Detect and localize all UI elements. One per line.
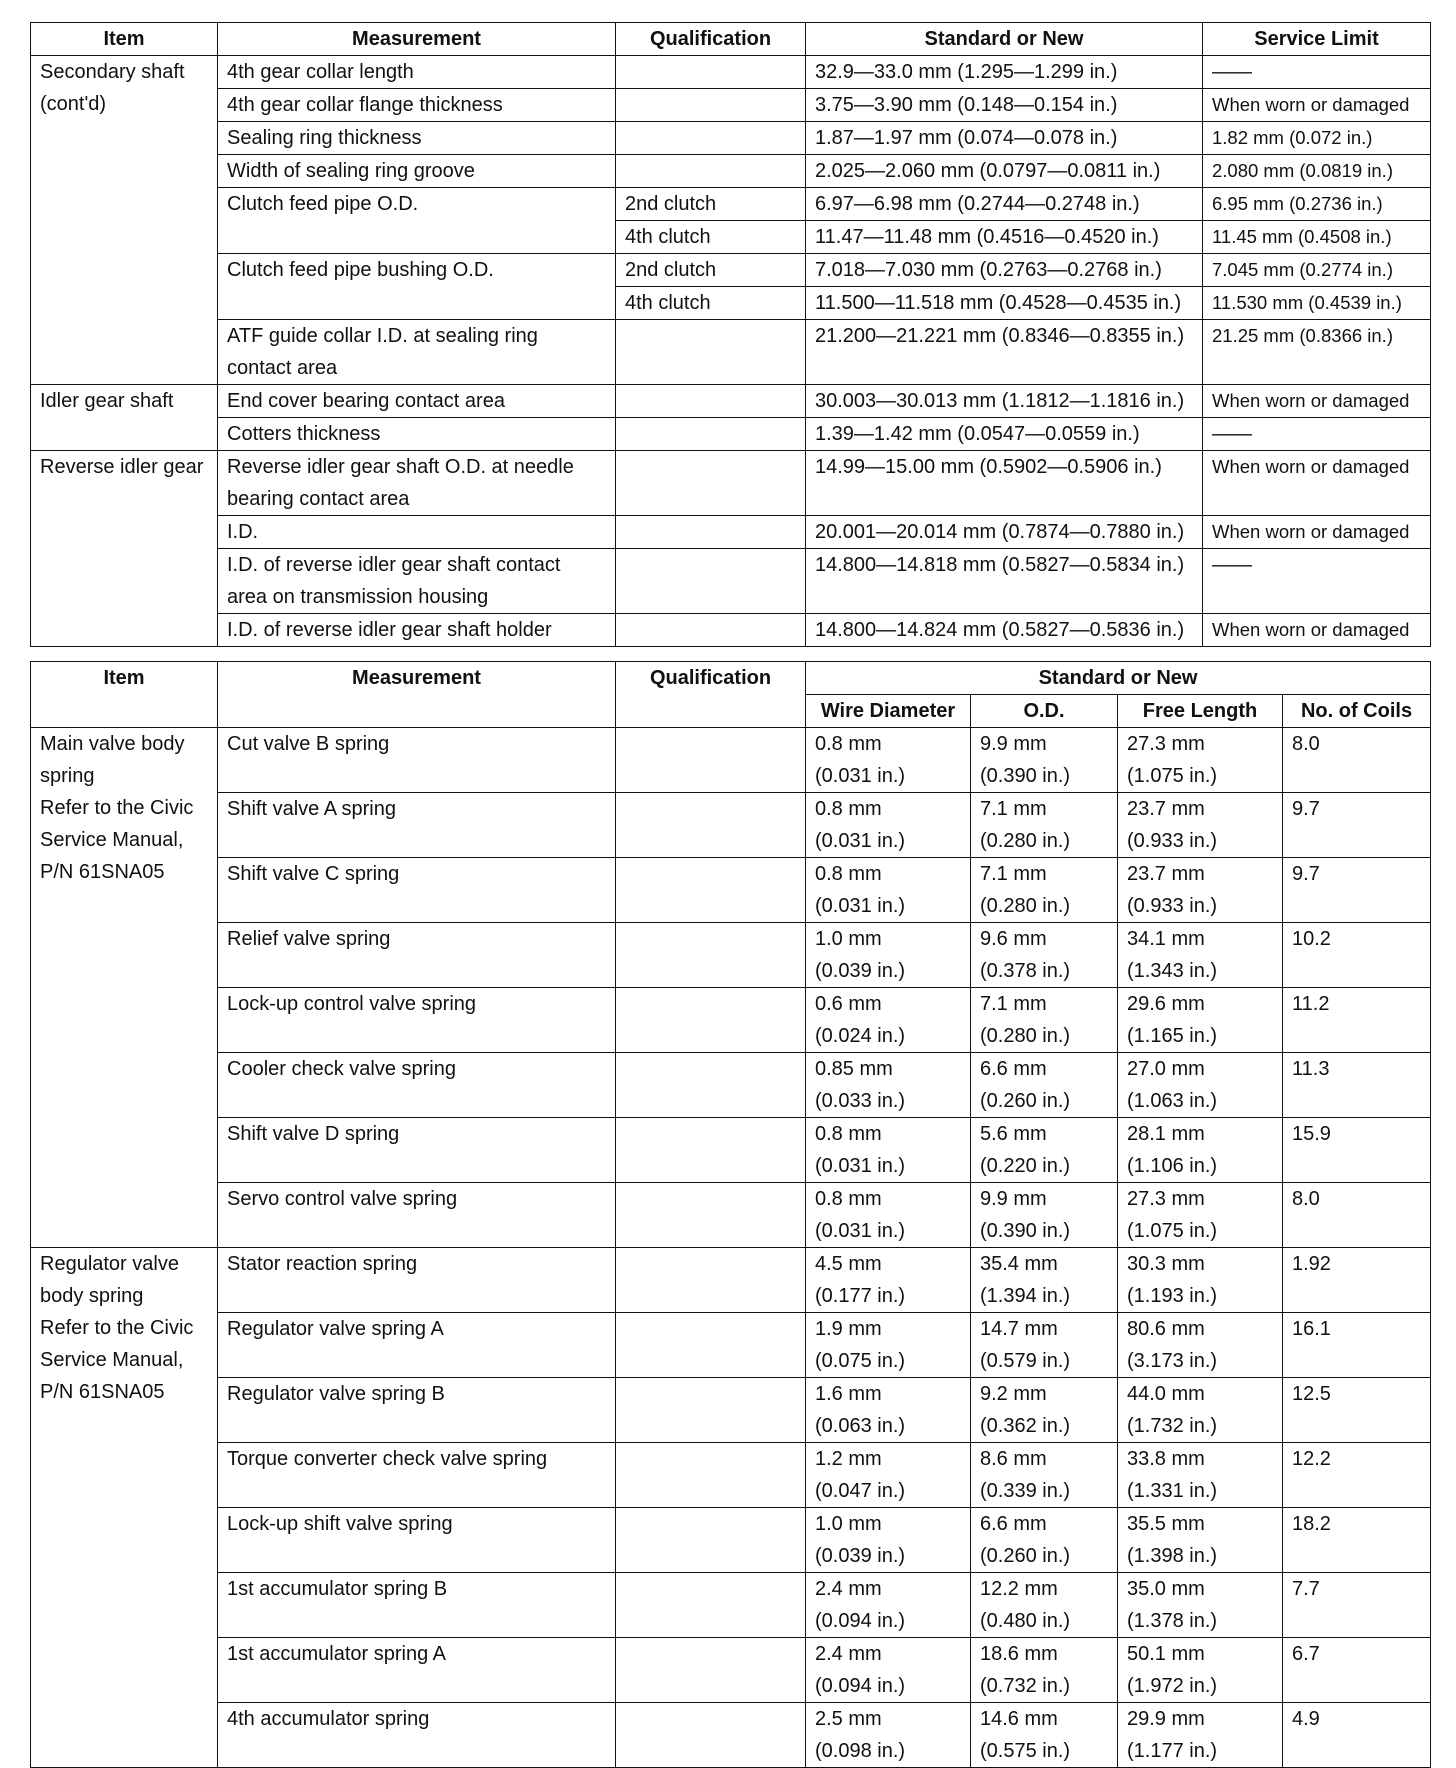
standard-cell: 7.018—7.030 mm (0.2763—0.2768 in.): [806, 254, 1203, 287]
qualification-cell: [616, 1573, 806, 1638]
service-limit-cell: 1.82 mm (0.072 in.): [1203, 122, 1431, 155]
header-qualification: Qualification: [616, 662, 806, 728]
standard-cell: 6.97—6.98 mm (0.2744—0.2748 in.): [806, 188, 1203, 221]
service-limit-cell: 11.530 mm (0.4539 in.): [1203, 287, 1431, 320]
table-row: [31, 451, 1431, 516]
coils-cell: 8.0: [1283, 728, 1431, 793]
free-length-cell: 23.7 mm (0.933 in.): [1118, 793, 1283, 858]
qualification-cell: [616, 1378, 806, 1443]
table-row: [31, 1313, 1431, 1378]
od-cell: 35.4 mm (1.394 in.): [971, 1248, 1118, 1313]
measurement-cell: Servo control valve spring: [218, 1183, 616, 1248]
standard-cell: 21.200—21.221 mm (0.8346—0.8355 in.): [806, 320, 1203, 385]
measurement-cell: Shift valve D spring: [218, 1118, 616, 1183]
od-cell: 14.6 mm (0.575 in.): [971, 1703, 1118, 1768]
table-row: [31, 614, 1431, 647]
measurement-cell: I.D. of reverse idler gear shaft contact area on transmission housing: [218, 549, 616, 614]
measurement-cell: Width of sealing ring groove: [218, 155, 616, 188]
qualification-cell: [616, 988, 806, 1053]
table-row: [31, 728, 1431, 793]
measurement-cell: Torque converter check valve spring: [218, 1443, 616, 1508]
free-length-cell: 35.5 mm (1.398 in.): [1118, 1508, 1283, 1573]
standard-cell: 1.39—1.42 mm (0.0547—0.0559 in.): [806, 418, 1203, 451]
measurement-cell: Shift valve C spring: [218, 858, 616, 923]
standard-cell: 14.800—14.818 mm (0.5827—0.5834 in.): [806, 549, 1203, 614]
wire-diameter-cell: 2.4 mm (0.094 in.): [806, 1638, 971, 1703]
service-limit-cell: When worn or damaged: [1203, 451, 1431, 516]
qualification-cell: [616, 1248, 806, 1313]
header-measurement: Measurement: [218, 662, 616, 728]
qualification-cell: [616, 923, 806, 988]
service-limit-cell: ——: [1203, 418, 1431, 451]
table-row: [31, 1508, 1431, 1573]
od-cell: 6.6 mm (0.260 in.): [971, 1508, 1118, 1573]
service-limit-cell: When worn or damaged: [1203, 89, 1431, 122]
wire-diameter-cell: 1.2 mm (0.047 in.): [806, 1443, 971, 1508]
measurement-cell: Cotters thickness: [218, 418, 616, 451]
measurement-cell: Clutch feed pipe O.D.: [218, 188, 616, 254]
table-row: [31, 1573, 1431, 1638]
table-row: [31, 858, 1431, 923]
table-row: [31, 320, 1431, 385]
service-limit-table: [30, 22, 1431, 647]
wire-diameter-cell: 1.9 mm (0.075 in.): [806, 1313, 971, 1378]
wire-diameter-cell: 1.0 mm (0.039 in.): [806, 923, 971, 988]
wire-diameter-cell: 0.8 mm (0.031 in.): [806, 1118, 971, 1183]
measurement-cell: Reverse idler gear shaft O.D. at needle bearing contact area: [218, 451, 616, 516]
wire-diameter-cell: 2.5 mm (0.098 in.): [806, 1703, 971, 1768]
coils-cell: 11.3: [1283, 1053, 1431, 1118]
item-cell: Regulator valve body spring Refer to the Civic Service Manual, P/N 61SNA05: [31, 1248, 218, 1768]
header-measurement: Measurement: [218, 23, 616, 56]
measurement-cell: I.D.: [218, 516, 616, 549]
table-row: [31, 1378, 1431, 1443]
free-length-cell: 44.0 mm (1.732 in.): [1118, 1378, 1283, 1443]
qualification-cell: [616, 56, 806, 89]
free-length-cell: 28.1 mm (1.106 in.): [1118, 1118, 1283, 1183]
free-length-cell: 34.1 mm (1.343 in.): [1118, 923, 1283, 988]
measurement-cell: Lock-up shift valve spring: [218, 1508, 616, 1573]
od-cell: 18.6 mm (0.732 in.): [971, 1638, 1118, 1703]
standard-cell: 20.001—20.014 mm (0.7874—0.7880 in.): [806, 516, 1203, 549]
standard-cell: 14.99—15.00 mm (0.5902—0.5906 in.): [806, 451, 1203, 516]
standard-cell: 3.75—3.90 mm (0.148—0.154 in.): [806, 89, 1203, 122]
service-limit-cell: ——: [1203, 56, 1431, 89]
subheader-coils: No. of Coils: [1283, 695, 1431, 728]
od-cell: 12.2 mm (0.480 in.): [971, 1573, 1118, 1638]
service-limit-cell: 2.080 mm (0.0819 in.): [1203, 155, 1431, 188]
standard-cell: 1.87—1.97 mm (0.074—0.078 in.): [806, 122, 1203, 155]
header-item: Item: [31, 662, 218, 728]
od-cell: 5.6 mm (0.220 in.): [971, 1118, 1118, 1183]
service-limit-cell: ——: [1203, 549, 1431, 614]
table-row: [31, 56, 1431, 89]
coils-cell: 4.9: [1283, 1703, 1431, 1768]
coils-cell: 7.7: [1283, 1573, 1431, 1638]
free-length-cell: 27.3 mm (1.075 in.): [1118, 728, 1283, 793]
coils-cell: 12.2: [1283, 1443, 1431, 1508]
od-cell: 9.9 mm (0.390 in.): [971, 1183, 1118, 1248]
table-row: [31, 89, 1431, 122]
qualification-cell: [616, 320, 806, 385]
wire-diameter-cell: 0.85 mm (0.033 in.): [806, 1053, 971, 1118]
measurement-cell: I.D. of reverse idler gear shaft holder: [218, 614, 616, 647]
table-row: [31, 1443, 1431, 1508]
table-row: [31, 1053, 1431, 1118]
wire-diameter-cell: 0.6 mm (0.024 in.): [806, 988, 971, 1053]
coils-cell: 11.2: [1283, 988, 1431, 1053]
measurement-cell: ATF guide collar I.D. at sealing ring contact area: [218, 320, 616, 385]
coils-cell: 15.9: [1283, 1118, 1431, 1183]
free-length-cell: 29.9 mm (1.177 in.): [1118, 1703, 1283, 1768]
table-row: [31, 418, 1431, 451]
measurement-cell: Cooler check valve spring: [218, 1053, 616, 1118]
header-standard: Standard or New: [806, 23, 1203, 56]
measurement-cell: Stator reaction spring: [218, 1248, 616, 1313]
qualification-cell: [616, 1313, 806, 1378]
service-limit-cell: When worn or damaged: [1203, 385, 1431, 418]
free-length-cell: 27.3 mm (1.075 in.): [1118, 1183, 1283, 1248]
table-row: [31, 516, 1431, 549]
wire-diameter-cell: 1.0 mm (0.039 in.): [806, 1508, 971, 1573]
coils-cell: 16.1: [1283, 1313, 1431, 1378]
standard-cell: 30.003—30.013 mm (1.1812—1.1816 in.): [806, 385, 1203, 418]
od-cell: 9.9 mm (0.390 in.): [971, 728, 1118, 793]
qualification-cell: [616, 1703, 806, 1768]
od-cell: 9.6 mm (0.378 in.): [971, 923, 1118, 988]
measurement-cell: Cut valve B spring: [218, 728, 616, 793]
standard-cell: 14.800—14.824 mm (0.5827—0.5836 in.): [806, 614, 1203, 647]
qualification-cell: [616, 858, 806, 923]
item-cell: Main valve body spring Refer to the Civic Service Manual, P/N 61SNA05: [31, 728, 218, 1248]
qualification-cell: [616, 1443, 806, 1508]
qualification-cell: [616, 728, 806, 793]
table-row: [31, 988, 1431, 1053]
table-row: [31, 549, 1431, 614]
table-row: [31, 122, 1431, 155]
free-length-cell: 30.3 mm (1.193 in.): [1118, 1248, 1283, 1313]
service-limit-cell: 6.95 mm (0.2736 in.): [1203, 188, 1431, 221]
qualification-cell: [616, 122, 806, 155]
service-limit-cell: 21.25 mm (0.8366 in.): [1203, 320, 1431, 385]
table-row: [31, 1248, 1431, 1313]
coils-cell: 6.7: [1283, 1638, 1431, 1703]
qualification-cell: 4th clutch: [616, 221, 806, 254]
od-cell: 8.6 mm (0.339 in.): [971, 1443, 1118, 1508]
table-row: [31, 1703, 1431, 1768]
qualification-cell: [616, 451, 806, 516]
qualification-cell: 2nd clutch: [616, 188, 806, 221]
qualification-cell: [616, 1118, 806, 1183]
measurement-cell: Shift valve A spring: [218, 793, 616, 858]
od-cell: 7.1 mm (0.280 in.): [971, 858, 1118, 923]
qualification-cell: [616, 1183, 806, 1248]
wire-diameter-cell: 0.8 mm (0.031 in.): [806, 793, 971, 858]
table-row: [31, 1118, 1431, 1183]
coils-cell: 18.2: [1283, 1508, 1431, 1573]
subheader-free-length: Free Length: [1118, 695, 1283, 728]
qualification-cell: [616, 418, 806, 451]
measurement-cell: Lock-up control valve spring: [218, 988, 616, 1053]
standard-cell: 11.47—11.48 mm (0.4516—0.4520 in.): [806, 221, 1203, 254]
wire-diameter-cell: 2.4 mm (0.094 in.): [806, 1573, 971, 1638]
free-length-cell: 50.1 mm (1.972 in.): [1118, 1638, 1283, 1703]
subheader-wire-diameter: Wire Diameter: [806, 695, 971, 728]
header-service-limit: Service Limit: [1203, 23, 1431, 56]
qualification-cell: [616, 385, 806, 418]
free-length-cell: 80.6 mm (3.173 in.): [1118, 1313, 1283, 1378]
measurement-cell: 1st accumulator spring B: [218, 1573, 616, 1638]
item-cell: Reverse idler gear: [31, 451, 218, 647]
table-row: [31, 1638, 1431, 1703]
table-row: [31, 254, 1431, 287]
item-cell: Secondary shaft (cont'd): [31, 56, 218, 385]
free-length-cell: 27.0 mm (1.063 in.): [1118, 1053, 1283, 1118]
coils-cell: 9.7: [1283, 793, 1431, 858]
measurement-cell: Relief valve spring: [218, 923, 616, 988]
od-cell: 14.7 mm (0.579 in.): [971, 1313, 1118, 1378]
measurement-cell: End cover bearing contact area: [218, 385, 616, 418]
coils-cell: 12.5: [1283, 1378, 1431, 1443]
table-row: [31, 385, 1431, 418]
free-length-cell: 23.7 mm (0.933 in.): [1118, 858, 1283, 923]
qualification-cell: 2nd clutch: [616, 254, 806, 287]
measurement-cell: 1st accumulator spring A: [218, 1638, 616, 1703]
qualification-cell: [616, 1053, 806, 1118]
header-row: [31, 662, 1431, 695]
spring-spec-table: [30, 661, 1431, 1768]
coils-cell: 8.0: [1283, 1183, 1431, 1248]
service-limit-cell: 7.045 mm (0.2774 in.): [1203, 254, 1431, 287]
od-cell: 7.1 mm (0.280 in.): [971, 988, 1118, 1053]
measurement-cell: Sealing ring thickness: [218, 122, 616, 155]
wire-diameter-cell: 0.8 mm (0.031 in.): [806, 728, 971, 793]
standard-cell: 11.500—11.518 mm (0.4528—0.4535 in.): [806, 287, 1203, 320]
qualification-cell: 4th clutch: [616, 287, 806, 320]
qualification-cell: [616, 549, 806, 614]
qualification-cell: [616, 614, 806, 647]
free-length-cell: 33.8 mm (1.331 in.): [1118, 1443, 1283, 1508]
subheader-od: O.D.: [971, 695, 1118, 728]
table-row: [31, 1183, 1431, 1248]
service-limit-cell: 11.45 mm (0.4508 in.): [1203, 221, 1431, 254]
standard-cell: 32.9—33.0 mm (1.295—1.299 in.): [806, 56, 1203, 89]
measurement-cell: Regulator valve spring B: [218, 1378, 616, 1443]
coils-cell: 9.7: [1283, 858, 1431, 923]
free-length-cell: 35.0 mm (1.378 in.): [1118, 1573, 1283, 1638]
table-row: [31, 793, 1431, 858]
measurement-cell: 4th gear collar length: [218, 56, 616, 89]
table-row: [31, 188, 1431, 221]
wire-diameter-cell: 0.8 mm (0.031 in.): [806, 858, 971, 923]
wire-diameter-cell: 4.5 mm (0.177 in.): [806, 1248, 971, 1313]
wire-diameter-cell: 1.6 mm (0.063 in.): [806, 1378, 971, 1443]
table-row: [31, 923, 1431, 988]
header-row: [31, 23, 1431, 56]
header-qualification: Qualification: [616, 23, 806, 56]
wire-diameter-cell: 0.8 mm (0.031 in.): [806, 1183, 971, 1248]
header-standard: Standard or New: [806, 662, 1431, 695]
table-row: [31, 155, 1431, 188]
qualification-cell: [616, 516, 806, 549]
qualification-cell: [616, 1638, 806, 1703]
free-length-cell: 29.6 mm (1.165 in.): [1118, 988, 1283, 1053]
coils-cell: 1.92: [1283, 1248, 1431, 1313]
service-limit-cell: When worn or damaged: [1203, 614, 1431, 647]
qualification-cell: [616, 89, 806, 122]
qualification-cell: [616, 155, 806, 188]
standard-cell: 2.025—2.060 mm (0.0797—0.0811 in.): [806, 155, 1203, 188]
qualification-cell: [616, 1508, 806, 1573]
measurement-cell: 4th accumulator spring: [218, 1703, 616, 1768]
od-cell: 6.6 mm (0.260 in.): [971, 1053, 1118, 1118]
item-cell: Idler gear shaft: [31, 385, 218, 451]
od-cell: 9.2 mm (0.362 in.): [971, 1378, 1118, 1443]
qualification-cell: [616, 793, 806, 858]
header-item: Item: [31, 23, 218, 56]
od-cell: 7.1 mm (0.280 in.): [971, 793, 1118, 858]
coils-cell: 10.2: [1283, 923, 1431, 988]
measurement-cell: Regulator valve spring A: [218, 1313, 616, 1378]
measurement-cell: 4th gear collar flange thickness: [218, 89, 616, 122]
measurement-cell: Clutch feed pipe bushing O.D.: [218, 254, 616, 320]
service-limit-cell: When worn or damaged: [1203, 516, 1431, 549]
